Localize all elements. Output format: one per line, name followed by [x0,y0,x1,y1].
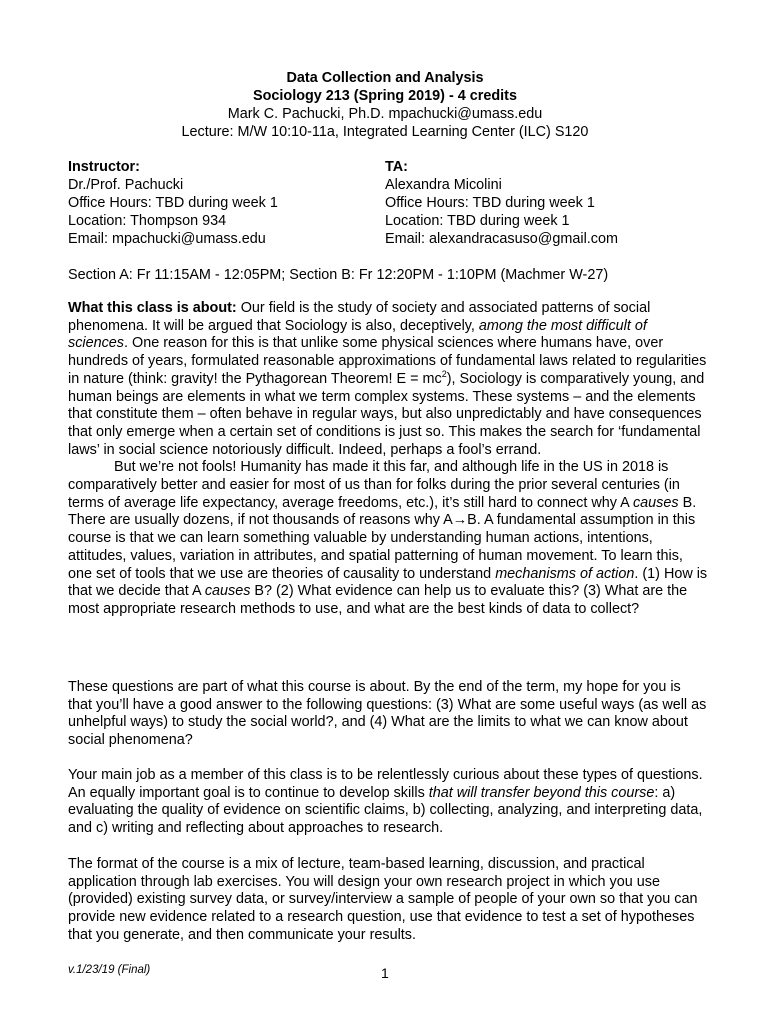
ta-heading: TA: [385,159,408,175]
arrow-right-icon: → [452,512,468,529]
course-title: Sociology 213 (Spring 2019) - 4 credits [253,88,517,104]
format-paragraph: The format of the course is a mix of lecture, team-based learning, discussion, and practical application through lab exercises. You will design your own research project in which you use (provided) existing survey data, or survey/interview a sample of people of your own so that you can provide new evidence related to a research question, use that evidence to test a set of hypotheses that you generate, and then communicate your results. [68,856,698,943]
ta-office-hours: Office Hours: TBD during week 1 [385,195,595,211]
fools-text-1: But we’re not fools! Humanity has made it this far, and although life in the US in 2018 is comparatively better and easier for most of us than for folks during the prior several centuries (in terms of average life expectancy, average freedoms, etc.), it’s still hard to connect why A [68,459,680,511]
instructor-email: Email: mpachucki@umass.edu [68,231,266,247]
ta-email: Email: alexandracasuso@gmail.com [385,231,618,247]
questions-paragraph: These questions are part of what this course is about. By the end of the term, my hope for you is that you’ll have a good answer to the following questions: (3) What are some useful ways (as well as unhelpful ways) to study the social world?, and (4) What are the limits to what we can know about social phenomena? [68,679,707,749]
about-paragraph [68,300,708,459]
fools-text-4: . (1) How is that we decide that A [68,565,708,600]
instructor-block [68,158,278,248]
instructor-heading: Instructor: [68,159,140,175]
instructor-office-hours: Office Hours: TBD during week 1 [68,195,278,211]
instructor-location: Location: Thompson 934 [68,213,227,229]
about-superscript: 2 [441,369,447,380]
ta-block [385,158,618,248]
fools-text-3: B. A fundamental assumption in this course is that we can learn something valuable by understanding human actions, intentions, attitudes, values, variation in attributes, and spatial patterning of human movement. To learn this, one set of tools that we use are theories of causality to understand [68,512,696,582]
version-label: v.1/23/19 (Final) [68,964,151,976]
fools-italic-2: mechanisms of action [495,565,635,582]
ta-name: Alexandra Micolini [385,177,502,193]
fools-text-2: B. There are usually dozens, if not thousands of reasons why A [68,494,697,529]
main-job-text-1: Your main job as a member of this class is to be relentlessly curious about these types of questions. An equally important goal is to continue to develop skills [68,767,703,801]
fools-paragraph [68,459,708,618]
about-text-3: ), Sociology is comparatively young, and human beings are elements in what we term complex systems. These systems – and the elements that constitute them – often behave in regular ways, but also unpredictably and have consequences that only emerge when a certain set of conditions is just so. This makes the search for ‘fundamental laws’ in social science notoriously difficult. Indeed, perhaps a fool’s errand. [68,370,705,458]
page-number: 1 [381,965,389,981]
about-text-2: . One reason for this is that unlike some physical sciences where humans have, over hundreds of years, formulated reasonable approximations of fundamental laws related to regularities in nature (think: gravity! the Pythagorean Theorem! E = mc [68,335,707,387]
section-times: Section A: Fr 11:15AM - 12:05PM; Section B: Fr 12:20PM - 1:10PM (Machmer W-27) [68,267,609,283]
lecture-line: Lecture: M/W 10:10-11a, Integrated Learning Center (ILC) S120 [181,124,589,140]
about-section [68,300,708,619]
fools-italic-1: causes [632,494,679,511]
main-job-italic: that will transfer beyond this course [428,784,655,801]
fools-italic-3: causes [204,583,251,600]
about-lead: What this class is about: [68,300,237,316]
instructor-name: Dr./Prof. Pachucki [68,177,184,193]
document-header [0,69,770,141]
author-line: Mark C. Pachucki, Ph.D. mpachucki@umass.edu [227,106,543,122]
main-job-text-2: : a) evaluating the quality of evidence on scientific claims, b) collecting, analyzing, and interpreting data, and c) writing and reflecting about approaches to research. [68,784,703,837]
about-text-1: Our field is the study of society and associated patterns of social phenomena. It will be argued that Sociology is also, deceptively, [68,300,651,334]
ta-location: Location: TBD during week 1 [385,213,570,229]
fools-text-5: B? (2) What evidence can help us to evaluate this? (3) What are the most appropriate research methods to use, and what are the best kinds of data to collect? [68,583,688,617]
about-italic-1: among the most difficult of sciences [68,317,647,352]
main-job-paragraph [68,767,708,838]
document-title: Data Collection and Analysis [286,70,484,86]
